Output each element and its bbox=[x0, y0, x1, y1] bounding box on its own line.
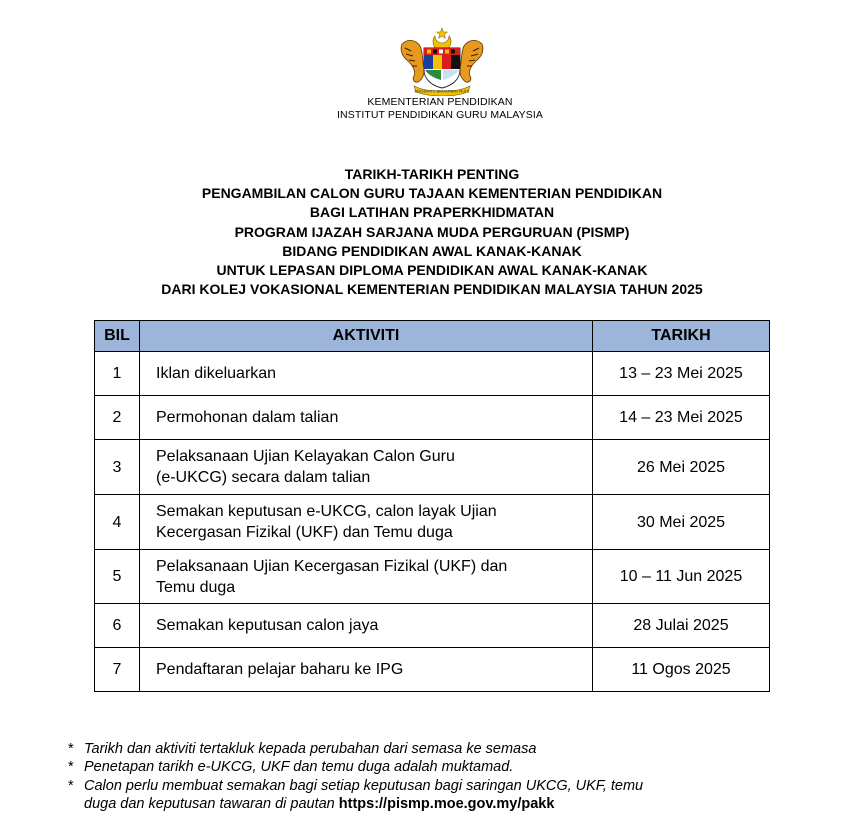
title-line: TARIKH-TARIKH PENTING bbox=[344, 166, 520, 182]
row-number: 5 bbox=[95, 550, 140, 604]
column-header-tarikh: TARIKH bbox=[593, 321, 770, 352]
pakk-link[interactable]: https://pismp.moe.gov.my/pakk bbox=[338, 796, 555, 813]
column-header-bil: BIL bbox=[95, 321, 140, 352]
activity-cell bbox=[140, 550, 593, 604]
activity-cell bbox=[140, 648, 593, 692]
table-row bbox=[95, 352, 770, 396]
table-header-row bbox=[95, 321, 770, 352]
row-number: 2 bbox=[95, 396, 140, 440]
document-title-block bbox=[0, 165, 864, 299]
activity-cell bbox=[140, 604, 593, 648]
activity-text: Pendaftaran pelajar baharu ke IPG bbox=[156, 661, 404, 678]
coat-of-arms-icon bbox=[394, 26, 490, 96]
activity-text: (e-UKCG) secara dalam talian bbox=[156, 469, 371, 486]
ministry-name: KEMENTERIAN PENDIDIKAN bbox=[367, 96, 513, 108]
footnote-text-line: duga dan keputusan tawaran di pautan bbox=[84, 796, 335, 813]
activity-text: Iklan dikeluarkan bbox=[156, 365, 277, 382]
footnote bbox=[68, 758, 828, 776]
footnote-text bbox=[84, 777, 828, 814]
institute-name: INSTITUT PENDIDIKAN GURU MALAYSIA bbox=[337, 109, 543, 121]
footnote-marker: * bbox=[68, 777, 74, 794]
activity-cell bbox=[140, 352, 593, 396]
table-row bbox=[95, 440, 770, 495]
activity-text: Pelaksanaan Ujian Kelayakan Calon Guru bbox=[156, 448, 455, 465]
title-line: DARI KOLEJ VOKASIONAL KEMENTERIAN PENDIDIKAN MALAYSIA TAHUN 2025 bbox=[161, 281, 703, 298]
column-header-aktiviti: AKTIVITI bbox=[140, 321, 593, 352]
table-row bbox=[95, 648, 770, 692]
footnote bbox=[68, 777, 828, 814]
date-cell: 14 – 23 Mei 2025 bbox=[593, 396, 770, 440]
date-cell: 13 – 23 Mei 2025 bbox=[593, 352, 770, 396]
activity-cell bbox=[140, 396, 593, 440]
row-number: 1 bbox=[95, 352, 140, 396]
footnote-text: Penetapan tarikh e-UKCG, UKF dan temu duga adalah muktamad. bbox=[84, 759, 514, 776]
row-number: 4 bbox=[95, 495, 140, 550]
date-cell: 10 – 11 Jun 2025 bbox=[593, 550, 770, 604]
footnote bbox=[68, 740, 828, 758]
date-cell: 26 Mei 2025 bbox=[593, 440, 770, 495]
footnotes bbox=[68, 740, 828, 814]
title-line: BIDANG PENDIDIKAN AWAL KANAK-KANAK bbox=[282, 242, 582, 259]
date-cell: 28 Julai 2025 bbox=[593, 604, 770, 648]
svg-text:BERSEKUTU BERTAMBAH MUTU: BERSEKUTU BERTAMBAH MUTU bbox=[414, 89, 470, 94]
title-line: PROGRAM IJAZAH SARJANA MUDA PERGURUAN (PISMP) bbox=[234, 223, 630, 240]
table-row bbox=[95, 604, 770, 648]
footnote-marker: * bbox=[68, 759, 74, 776]
schedule-table bbox=[94, 320, 770, 692]
title-line: PENGAMBILAN CALON GURU TAJAAN KEMENTERIAN PENDIDIKAN bbox=[201, 185, 663, 202]
activity-text: Semakan keputusan calon jaya bbox=[156, 617, 379, 634]
table-row bbox=[95, 396, 770, 440]
activity-text: Temu duga bbox=[156, 578, 236, 596]
activity-text: Pelaksanaan Ujian Kecergasan Fizikal (UKF) dan bbox=[156, 557, 508, 575]
activity-cell bbox=[140, 440, 593, 495]
activity-cell bbox=[140, 495, 593, 550]
table-row bbox=[95, 550, 770, 604]
table-row bbox=[95, 495, 770, 550]
footnote-text-line: Calon perlu membuat semakan bagi setiap keputusan bagi saringan UKCG, UKF, temu bbox=[84, 777, 644, 794]
activity-text: Semakan keputusan e-UKCG, calon layak Ujian bbox=[156, 503, 497, 520]
activity-text: Kecergasan Fizikal (UKF) dan Temu duga bbox=[156, 524, 453, 541]
row-number: 7 bbox=[95, 648, 140, 692]
footnote-text: Tarikh dan aktiviti tertakluk kepada perubahan dari semasa ke semasa bbox=[84, 741, 537, 757]
title-line: BAGI LATIHAN PRAPERKHIDMATAN bbox=[309, 204, 555, 221]
title-line: UNTUK LEPASAN DIPLOMA PENDIDIKAN AWAL KANAK-KANAK bbox=[216, 262, 648, 279]
date-cell: 11 Ogos 2025 bbox=[593, 648, 770, 692]
row-number: 6 bbox=[95, 604, 140, 648]
date-cell: 30 Mei 2025 bbox=[593, 495, 770, 550]
activity-text: Permohonan dalam talian bbox=[156, 409, 339, 426]
footnote-marker: * bbox=[68, 741, 74, 757]
row-number: 3 bbox=[95, 440, 140, 495]
